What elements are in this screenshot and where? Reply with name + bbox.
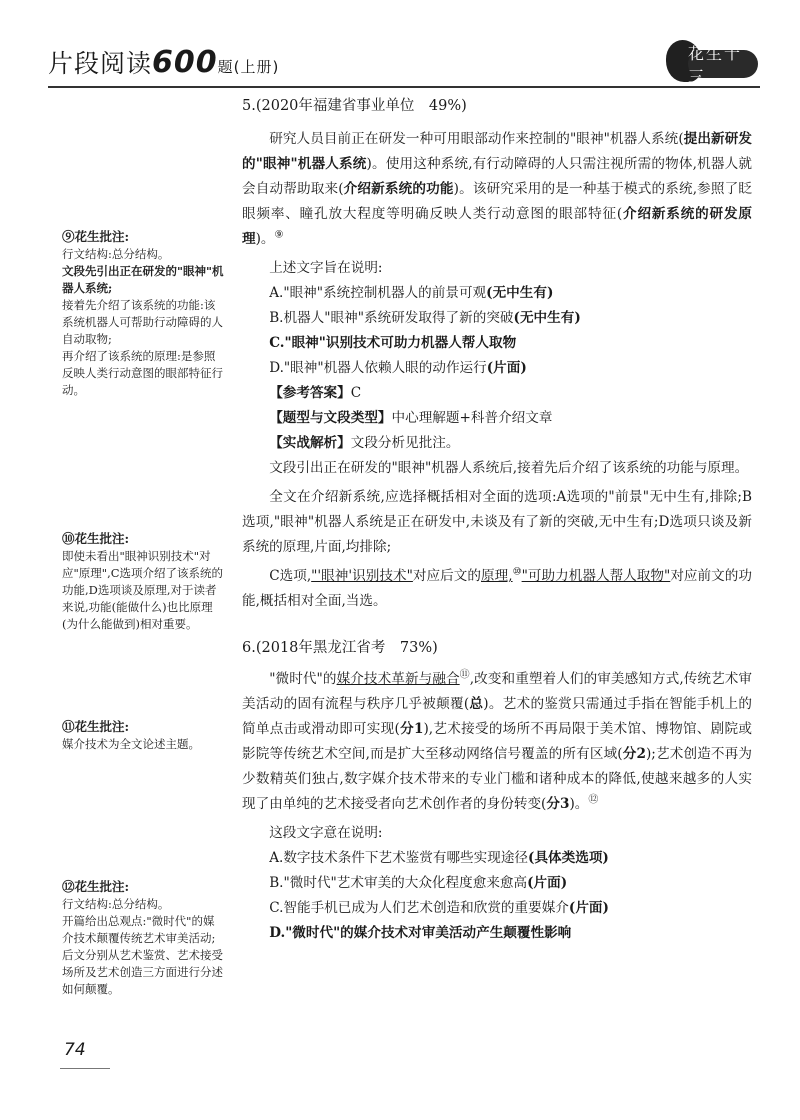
passage-text: )。该研究采用的是一种基于模式的系统,参照了眨眼频率、瞳孔放大程度等明确反映人类行动意图的眼部特征(: [242, 181, 753, 222]
option-text: B."微时代"艺术审美的大众化程度愈来愈高: [269, 875, 528, 891]
page-number: 74: [64, 1040, 86, 1060]
passage-text: );艺术创造不再为少数精英们独占,数字媒介技术带来的专业门槛和诸种成本的降低,使越来越多的人实现了由单纯的艺术接受者向艺术创作者的身份转变(: [242, 746, 752, 812]
passage-text: )。: [569, 796, 589, 812]
passage-text: )。艺术的鉴赏只需通过手指在智能手机上的简单点击或滑动即可实现(: [242, 696, 752, 737]
note-title: ⑨花生批注:: [62, 229, 130, 244]
type-label: 【题型与文段类型】: [269, 410, 392, 426]
note-line: 接着先介绍了该系统的功能:该系统机器人可帮助行动障碍的人自动取物;: [62, 298, 223, 346]
q6-option-a: [242, 846, 752, 871]
passage-annotation: 总: [469, 696, 484, 712]
passage-text: 研究人员目前正在研发一种可用眼部动作来控制的"眼神"机器人系统(: [269, 131, 684, 147]
q6-option-c: [242, 896, 752, 921]
book-title-main: 片段阅读: [48, 49, 153, 78]
book-title-sub: 题(上册): [217, 58, 280, 76]
explanation-text: C选项,: [269, 568, 312, 584]
q5-explanation-1: 文段引出正在研发的"眼神"机器人系统后,接着先后介绍了该系统的功能与原理。: [269, 460, 749, 476]
brand-label: 花生十三: [688, 50, 758, 78]
passage-annotation: 介绍新系统的研发原理: [242, 206, 752, 247]
side-note-12: [62, 878, 224, 998]
q5-answer: [242, 381, 752, 406]
q5-explanation-2: 全文在介绍新系统,应选择概括相对全面的选项:A选项的"前景"无中生有,排除;B选项,"眼神"机器人系统是正在研发中,未谈及有了新的突破,无中生有;D选项只谈及新系统的原理,片面,均排除;: [242, 489, 752, 555]
note-line: 媒介技术为全文论述主题。: [62, 737, 200, 751]
note-line: 即使未看出"眼神识别技术"对应"原理",C选项介绍了该系统的功能,D选项谈及原理,对于读者来说,功能(能做什么)也比原理(为什么能做到)相对重要。: [62, 549, 224, 631]
underlined-phrase: 媒介技术革新与融合: [336, 671, 460, 687]
book-title-number: 600: [152, 45, 218, 80]
explanation-text: 对应后文的: [412, 568, 482, 584]
q5-type: [242, 406, 752, 431]
passage-annotation: 分2: [622, 746, 646, 762]
option-text: C.智能手机已成为人们艺术创造和欣赏的重要媒介: [269, 900, 569, 916]
note-marker: ⑪: [459, 669, 470, 681]
question-6-passage: [242, 667, 752, 817]
passage-text: )。: [255, 231, 275, 247]
q5-option-d: [242, 356, 752, 381]
underlined-phrase: "'眼神'识别技术": [311, 568, 413, 584]
passage-text: ),艺术接受的场所不再局限于美术馆、博物馆、剧院或影院等传统艺术空间,而是扩大至移动网络信号覆盖的所有区域(: [242, 721, 753, 762]
passage-text: )。使用这种系统,有行动障碍的人只需注视所需的物体,机器人就会自动帮助取来(: [242, 156, 752, 197]
passage-annotation: 分3: [546, 796, 570, 812]
option-tag: (具体类选项): [528, 850, 609, 866]
q5-option-a: [242, 281, 752, 306]
option-text: C."眼神"识别技术可助力机器人帮人取物: [269, 335, 517, 351]
note-line: 行文结构:总分结构。: [62, 247, 170, 261]
question-6-title: 6.(2018年黑龙江省考 73%): [242, 640, 438, 656]
question-5-passage: [242, 127, 752, 252]
passage-annotation: 分1: [399, 721, 424, 737]
note-marker: ⑫: [588, 794, 599, 806]
option-text: B.机器人"眼神"系统研发取得了新的突破: [269, 310, 514, 326]
option-text: D."眼神"机器人依赖人眼的动作运行: [269, 360, 487, 376]
passage-annotation: 提出新研发的"眼神"机器人系统: [242, 131, 752, 172]
note-line: 行文结构:总分结构。: [62, 897, 170, 911]
q5-option-c: [242, 331, 752, 356]
q6-option-d: [242, 921, 752, 946]
option-text: A."眼神"系统控制机器人的前景可观: [269, 285, 487, 301]
note-line: 后文分别从艺术鉴赏、艺术接受场所及艺术创造三方面进行分述如何颠覆。: [62, 948, 223, 996]
note-marker: ⑨: [274, 229, 284, 241]
question-6-stem: 这段文字意在说明:: [269, 825, 383, 841]
answer-label: 【参考答案】: [269, 385, 351, 401]
option-tag: (无中生有): [486, 285, 554, 301]
passage-text: ,改变和重塑着人们的审美感知方式,传统艺术审美活动的固有流程与秩序几乎被颠覆(: [242, 671, 753, 712]
side-note-11: [62, 718, 224, 753]
brand-logo: [666, 34, 758, 86]
option-text: D."微时代"的媒介技术对审美活动产生颠覆性影响: [269, 925, 572, 941]
question-5-stem: 上述文字旨在说明:: [269, 260, 383, 276]
option-tag: (片面): [486, 360, 527, 376]
note-title: ⑪花生批注:: [62, 719, 130, 734]
analysis-value: 文段分析见批注。: [350, 435, 460, 451]
note-line: 开篇给出总观点:"微时代"的媒介技术颠覆传统艺术审美活动;: [62, 914, 216, 945]
side-note-10: [62, 530, 224, 633]
answer-value: C: [350, 385, 362, 401]
option-text: A.数字技术条件下艺术鉴赏有哪些实现途径: [269, 850, 529, 866]
question-5-title: 5.(2020年福建省事业单位 49%): [242, 98, 467, 114]
explanation-text: 对应前文的功能,概括相对全面,当选。: [242, 568, 752, 609]
passage-text: "微时代"的: [269, 671, 337, 687]
option-tag: (片面): [527, 875, 568, 891]
note-marker: ⑩: [512, 566, 522, 578]
q5-explanation-3: [242, 564, 752, 614]
note-title: ⑫花生批注:: [62, 879, 130, 894]
passage-annotation: 介绍新系统的功能: [343, 181, 454, 197]
q5-option-b: [242, 306, 752, 331]
underlined-phrase: 原理,: [481, 568, 513, 584]
option-tag: (无中生有): [513, 310, 581, 326]
note-title: ⑩花生批注:: [62, 531, 130, 546]
analysis-label: 【实战解析】: [269, 435, 351, 451]
type-value: 中心理解题+科普介绍文章: [391, 410, 553, 426]
book-title: [48, 44, 279, 80]
q6-option-b: [242, 871, 752, 896]
note-line: 文段先引出正在研发的"眼神"机器人系统;: [62, 264, 224, 295]
page-number-rule: [60, 1068, 110, 1069]
section-gap: [242, 614, 752, 636]
header-divider: [48, 86, 760, 88]
main-content: [242, 94, 752, 946]
note-line: 再介绍了该系统的原理:是参照反映人类行动意图的眼部特征行动。: [62, 349, 223, 397]
page-header: [48, 30, 760, 90]
side-note-9: [62, 228, 224, 399]
q5-analysis: [242, 431, 752, 456]
option-tag: (片面): [568, 900, 609, 916]
underlined-phrase: "可助力机器人帮人取物": [521, 568, 671, 584]
